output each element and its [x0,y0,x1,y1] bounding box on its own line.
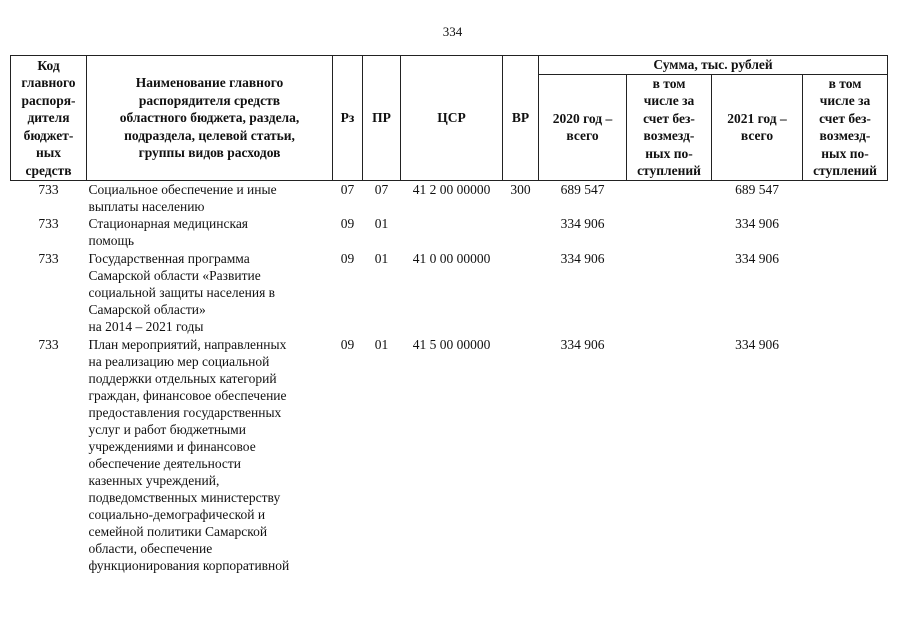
header-csr: ЦСР [401,56,503,181]
header-2020-gratis [627,74,712,180]
row-name-line: казенных учреждений, [88,473,220,488]
row-name-line: социально-демографической и [88,507,266,522]
header-line: Код [37,57,60,73]
header-line: ных по- [821,145,869,161]
header-sum-group: Сумма, тыс. рублей [539,56,888,75]
row-2020-gratis [627,180,712,215]
row-rz: 07 [340,181,355,197]
row-name-line: социальной защиты населения в [88,285,276,300]
row-csr [401,215,503,250]
row-name-line: на 2014 – 2021 годы [88,319,204,334]
header-line: числе за [643,93,695,108]
header-line: дителя [27,110,70,125]
row-name-line: области, обеспечение [88,541,213,556]
header-line: Наименование главного [135,75,284,90]
row-pr: 01 [374,216,389,231]
row-name-line: План мероприятий, направленных [88,337,287,352]
row-2020-total: 334 906 [560,251,605,266]
row-2021-total: 334 906 [735,337,779,352]
header-rz: Рз [333,56,363,181]
table-row [11,250,888,336]
row-vr: 300 [510,181,531,197]
header-line: ных по- [645,145,693,161]
row-pr: 07 [374,181,389,197]
row-2021-gratis [803,215,888,250]
row-2021-gratis [803,250,888,336]
page-number: 334 [442,24,463,39]
header-line: возмезд- [819,128,871,143]
header-line: средств [25,162,72,178]
row-code: 733 [38,337,59,352]
header-2020-total [539,74,627,180]
row-pr: 01 [374,337,389,352]
row-name [87,250,333,336]
row-2021-total: 334 906 [735,216,779,231]
header-line: всего [740,128,774,143]
table-body [11,180,888,575]
table-row [11,180,888,215]
row-name-line: граждан, финансовое обеспечение [88,388,287,403]
table-row [11,215,888,250]
header-row-top [11,56,888,75]
header-vr: ВР [503,56,539,181]
header-code [11,56,87,181]
row-2020-total: 689 547 [560,181,605,197]
row-2020-gratis [627,250,712,336]
row-name-line: Стационарная медицинская [88,216,249,231]
header-line: распоря- [21,92,76,108]
row-2020-total: 334 906 [560,337,605,352]
header-line: счет без- [819,110,871,126]
header-2021-total [712,74,803,180]
header-line: ных [35,145,62,160]
row-name [87,180,333,215]
row-name [87,336,333,575]
header-line: числе за [819,93,871,108]
row-2021-gratis [803,180,888,215]
row-name-line: Государственная программа [88,251,250,266]
row-csr: 41 2 00 00000 [412,181,491,197]
row-vr [503,250,539,336]
row-name-line: учреждениями и финансовое [88,439,256,454]
row-name-line: семейной политики Самарской [88,524,268,539]
header-line: возмезд- [643,128,695,143]
row-name [87,215,333,250]
budget-table [10,55,888,575]
row-vr [503,336,539,575]
row-code: 733 [38,251,59,266]
row-name-line: Социальное обеспечение и иные [88,181,277,197]
row-2021-total: 334 906 [735,251,779,266]
row-pr: 01 [374,251,389,266]
row-2020-gratis [627,215,712,250]
row-csr: 41 5 00 00000 [412,337,491,352]
header-line: 2021 год – [727,110,787,126]
row-rz: 09 [340,216,355,231]
header-line: в том [828,75,862,91]
header-line: группы видов расходов [138,145,281,160]
row-rz: 09 [340,337,355,352]
header-line: областного бюджета, раздела, [119,110,300,125]
row-name-line: выплаты населению [88,198,205,214]
row-name-line: обеспечение деятельности [88,456,242,471]
header-line: в том [652,75,686,91]
header-line: счет без- [643,110,695,126]
header-line: распорядителя средств [138,92,281,108]
row-name-line: услуг и работ бюджетными [88,422,246,437]
row-name-line: функционирования корпоративной [88,558,290,573]
row-rz: 09 [340,251,355,266]
header-line: ступлений [813,163,877,178]
header-line: подраздела, целевой статьи, [124,127,295,143]
header-pr: ПР [363,56,401,181]
row-name-line: на реализацию мер социальной [88,354,270,369]
row-name-line: поддержки отдельных категорий [88,371,277,386]
row-code: 733 [38,181,59,197]
row-code: 733 [38,216,59,231]
row-2020-total: 334 906 [560,216,605,231]
row-2021-total: 689 547 [735,181,779,197]
row-csr: 41 0 00 00000 [412,251,491,266]
header-line: бюджет- [23,127,74,143]
row-vr [503,215,539,250]
header-2021-gratis [803,74,888,180]
row-name-line: Самарской области «Развитие [88,268,261,283]
header-name [87,56,333,181]
row-name-line: подведомственных министерству [88,490,281,505]
header-line: 2020 год – [552,110,613,126]
row-2021-gratis [803,336,888,575]
row-name-line: помощь [88,233,135,248]
table-row [11,336,888,575]
row-2020-gratis [627,336,712,575]
row-name-line: предоставления государственных [88,405,282,420]
row-name-line: Самарской области» [88,302,206,317]
header-line: ступлений [637,163,701,178]
header-line: всего [566,128,599,143]
header-line: главного [21,75,76,90]
